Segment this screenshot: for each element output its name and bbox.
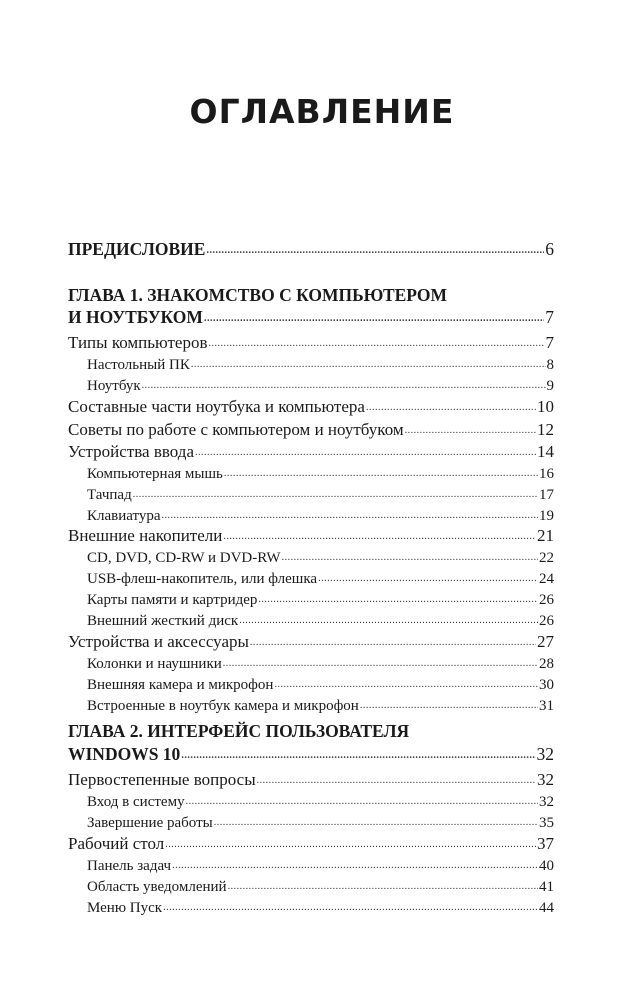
toc-entry-page: 21 bbox=[537, 526, 554, 545]
toc-entry-title: Колонки и наушники bbox=[87, 656, 222, 672]
toc-entry-title: Устройства и аксессуары bbox=[68, 632, 249, 651]
chapter-2-title-line1: ГЛАВА 2. ИНТЕРФЕЙС ПОЛЬЗОВАТЕЛЯ bbox=[68, 721, 410, 741]
toc-subentry bbox=[68, 693, 554, 715]
toc-entry-page: 27 bbox=[537, 632, 554, 651]
toc-subentry bbox=[68, 672, 554, 694]
toc-leader-dots bbox=[360, 701, 538, 715]
toc-subentry bbox=[68, 503, 554, 525]
toc-entry-title: Вход в систему bbox=[87, 794, 185, 810]
toc-leader-dots bbox=[186, 797, 538, 811]
toc-entry-title: ПРЕДИСЛОВИЕ bbox=[68, 239, 206, 259]
toc-leader-dots bbox=[209, 339, 545, 353]
toc-leader-dots bbox=[257, 776, 536, 790]
toc-subentry bbox=[68, 545, 554, 567]
toc-entry-page: 22 bbox=[539, 550, 554, 566]
toc-entry-title: WINDOWS 10 bbox=[68, 744, 181, 764]
toc-entry-title: Составные части ноутбука и компьютера bbox=[68, 397, 365, 416]
toc-leader-dots bbox=[274, 680, 538, 694]
toc-subentry bbox=[68, 482, 554, 504]
toc-subentry bbox=[68, 608, 554, 630]
toc-entry-page: 17 bbox=[539, 487, 554, 503]
toc-entry bbox=[68, 331, 554, 353]
toc-leader-dots bbox=[405, 426, 536, 440]
toc-leader-dots bbox=[214, 818, 538, 832]
toc-leader-dots bbox=[195, 448, 536, 462]
toc-subentry bbox=[68, 352, 554, 374]
toc-leader-dots bbox=[133, 490, 538, 504]
toc-leader-dots bbox=[181, 751, 535, 765]
toc-leader-dots bbox=[318, 574, 538, 588]
toc-entry-page: 10 bbox=[537, 397, 554, 416]
toc-entry-page: 19 bbox=[539, 508, 554, 524]
toc-entry-title: Компьютерная мышь bbox=[87, 466, 223, 482]
toc-leader-dots bbox=[206, 246, 544, 260]
toc-entry-title: Внешняя камера и микрофон bbox=[87, 677, 274, 693]
toc-entry-page: 35 bbox=[539, 815, 554, 831]
toc-entry-page: 28 bbox=[539, 656, 554, 672]
toc-leader-dots bbox=[172, 861, 538, 875]
toc-entry bbox=[68, 440, 554, 462]
toc-entry-title: Устройства ввода bbox=[68, 442, 194, 461]
toc-subentry bbox=[68, 789, 554, 811]
toc-entry-page: 32 bbox=[537, 770, 554, 789]
toc-entry-page: 41 bbox=[539, 879, 554, 895]
toc-entry-page: 14 bbox=[537, 442, 554, 461]
toc-entry-page: 12 bbox=[537, 420, 554, 439]
toc-entry-page: 24 bbox=[539, 571, 554, 587]
toc-leader-dots bbox=[223, 659, 538, 673]
chapter-1-title-line1: ГЛАВА 1. ЗНАКОМСТВО С КОМПЬЮТЕРОМ bbox=[68, 285, 448, 305]
toc-entry-page: 7 bbox=[545, 307, 554, 327]
toc-leader-dots bbox=[366, 403, 536, 417]
toc-leader-dots bbox=[224, 469, 538, 483]
toc-leader-dots bbox=[223, 532, 536, 546]
toc-subentry bbox=[68, 895, 554, 917]
toc-entry-title: Панель задач bbox=[87, 858, 172, 874]
toc-subentry bbox=[68, 373, 554, 395]
toc-entry-title: CD, DVD, CD-RW и DVD-RW bbox=[87, 550, 281, 566]
toc-entry-page: 32 bbox=[539, 794, 554, 810]
toc-entry bbox=[68, 832, 554, 854]
toc-subentry bbox=[68, 461, 554, 483]
toc-leader-dots bbox=[239, 616, 538, 630]
toc-leader-dots bbox=[163, 903, 538, 917]
toc-entry-title: Первостепенные вопросы bbox=[68, 770, 256, 789]
toc-leader-dots bbox=[162, 511, 538, 525]
toc-entry-page: 6 bbox=[545, 239, 554, 259]
toc-entry-page: 8 bbox=[546, 357, 554, 373]
toc-entry-page: 40 bbox=[539, 858, 554, 874]
toc-leader-dots bbox=[228, 882, 538, 896]
toc-leader-dots bbox=[250, 638, 536, 652]
toc-entry-page: 26 bbox=[539, 613, 554, 629]
toc-entry-title: Рабочий стол bbox=[68, 834, 165, 853]
toc-entry-title: Внешние накопители bbox=[68, 526, 223, 545]
toc-entry-title: Настольный ПК bbox=[87, 357, 190, 373]
toc-entry-page: 30 bbox=[539, 677, 554, 693]
toc-leader-dots bbox=[142, 381, 546, 395]
toc-entry-page: 16 bbox=[539, 466, 554, 482]
page-title: ОГЛАВЛЕНИЕ bbox=[189, 92, 455, 131]
toc-entry-title: Клавиатура bbox=[87, 508, 161, 524]
toc-subentry bbox=[68, 874, 554, 896]
toc-entry-page: 7 bbox=[545, 333, 554, 352]
toc-leader-dots bbox=[282, 553, 538, 567]
toc-entry-title: Область уведомлений bbox=[87, 879, 227, 895]
toc-entry-title: Типы компьютеров bbox=[68, 333, 208, 352]
toc-entry-page: 31 bbox=[539, 698, 554, 714]
toc-subentry bbox=[68, 651, 554, 673]
toc-entry-title: Встроенные в ноутбук камера и микрофон bbox=[87, 698, 359, 714]
toc-entry-title: И НОУТБУКОМ bbox=[68, 307, 203, 327]
toc-subentry bbox=[68, 853, 554, 875]
toc-entry-page: 44 bbox=[539, 900, 554, 916]
toc-entry-title: Карты памяти и картридер bbox=[87, 592, 258, 608]
toc-leader-dots bbox=[258, 595, 538, 609]
toc-subentry bbox=[68, 810, 554, 832]
toc-entry bbox=[68, 418, 554, 440]
toc-entry-title: Тачпад bbox=[87, 487, 132, 503]
toc-subentry bbox=[68, 587, 554, 609]
toc-entry-title: Ноутбук bbox=[87, 378, 141, 394]
toc-entry-title: Внешний жесткий диск bbox=[87, 613, 239, 629]
toc-leader-dots bbox=[204, 314, 544, 328]
toc-subentry bbox=[68, 566, 554, 588]
toc-entry bbox=[68, 524, 554, 546]
toc-entry-title: Меню Пуск bbox=[87, 900, 163, 916]
toc-entry bbox=[68, 395, 554, 417]
toc-entry-page: 37 bbox=[537, 834, 554, 853]
toc-entry-page: 26 bbox=[539, 592, 554, 608]
toc-leader-dots bbox=[191, 360, 546, 374]
toc-entry-chapter-1 bbox=[68, 306, 554, 328]
toc-leader-dots bbox=[165, 840, 536, 854]
toc-entry-chapter-2 bbox=[68, 743, 554, 765]
toc-entry bbox=[68, 768, 554, 790]
toc-entry-page: 32 bbox=[536, 744, 554, 764]
toc-entry-title: Завершение работы bbox=[87, 815, 213, 831]
toc-entry-title: USB-флеш-накопитель, или флешка bbox=[87, 571, 318, 587]
toc-entry-title: Советы по работе с компьютером и ноутбуком bbox=[68, 420, 404, 439]
toc-entry bbox=[68, 630, 554, 652]
toc-entry-page: 9 bbox=[546, 378, 554, 394]
toc-entry-preface bbox=[68, 238, 554, 260]
